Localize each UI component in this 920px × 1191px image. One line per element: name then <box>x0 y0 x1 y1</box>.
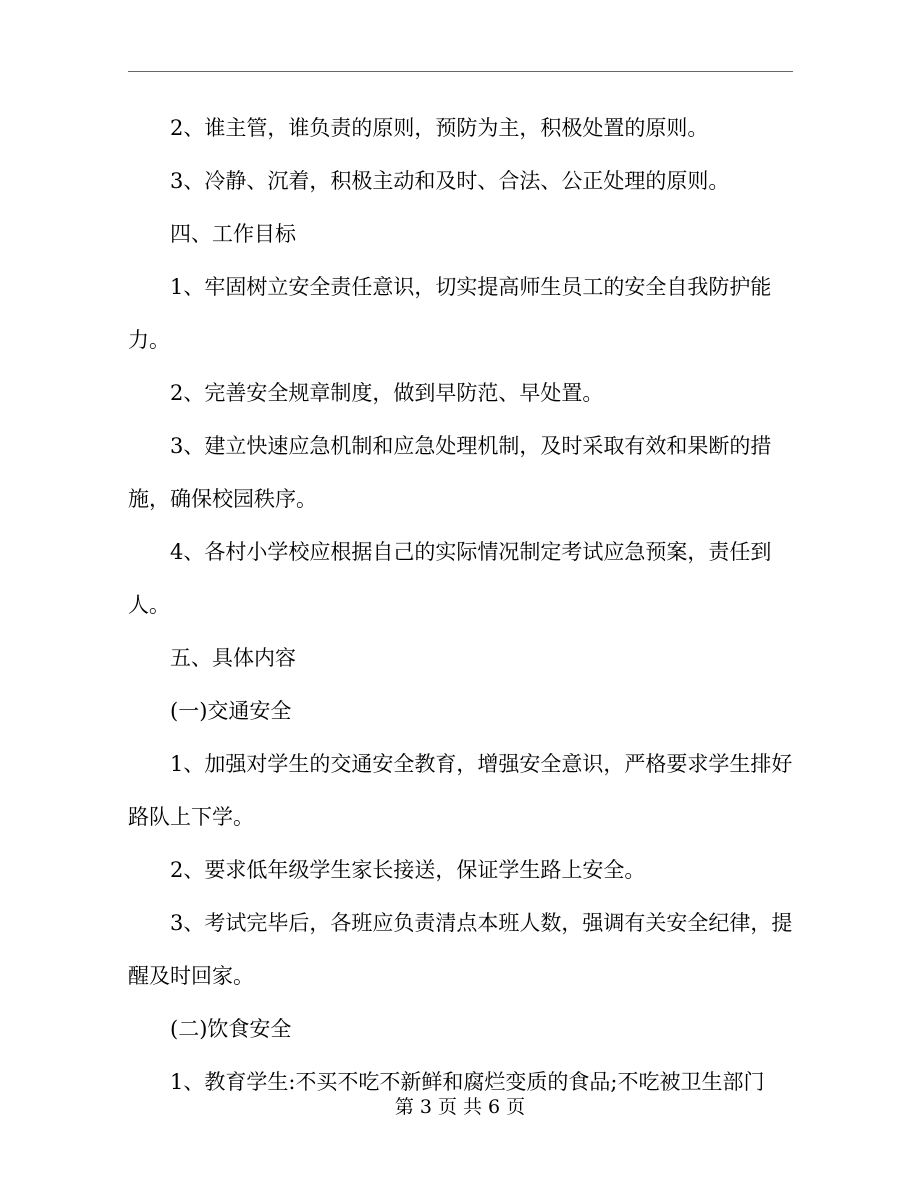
paragraph: 3、考试完毕后，各班应负责清点本班人数，强调有关安全纪律，提醒及时回家。 <box>128 911 793 988</box>
document-body <box>128 102 793 1109</box>
section-heading: 四、工作目标 <box>170 222 296 246</box>
paragraph: 4、各村小学校应根据自己的实际情况制定考试应急预案，责任到人。 <box>128 540 772 617</box>
paragraph: 1、加强对学生的交通安全教育，增强安全意识，严格要求学生排好路队上下学。 <box>128 752 793 829</box>
paragraph: 2、要求低年级学生家长接送，保证学生路上安全。 <box>170 858 646 882</box>
section-heading: 五、具体内容 <box>170 646 296 670</box>
paragraph: 1、教育学生:不买不吃不新鲜和腐烂变质的食品;不吃被卫生部门 <box>170 1070 765 1094</box>
header-rule <box>128 71 793 72</box>
paragraph: 3、冷静、沉着，积极主动和及时、合法、公正处理的原则。 <box>170 169 730 193</box>
subsection-heading: (二)饮食安全 <box>170 1017 292 1041</box>
page-number: 第 3 页 共 6 页 <box>394 1096 526 1118</box>
paragraph: 1、牢固树立安全责任意识，切实提高师生员工的安全自我防护能力。 <box>128 275 772 352</box>
paragraph: 2、完善安全规章制度，做到早防范、早处置。 <box>170 381 604 405</box>
paragraph: 2、谁主管，谁负责的原则，预防为主，积极处置的原则。 <box>170 116 709 140</box>
paragraph: 3、建立快速应急机制和应急处理机制，及时采取有效和果断的措施，确保校园秩序。 <box>128 434 772 511</box>
subsection-heading: (一)交通安全 <box>170 699 292 723</box>
